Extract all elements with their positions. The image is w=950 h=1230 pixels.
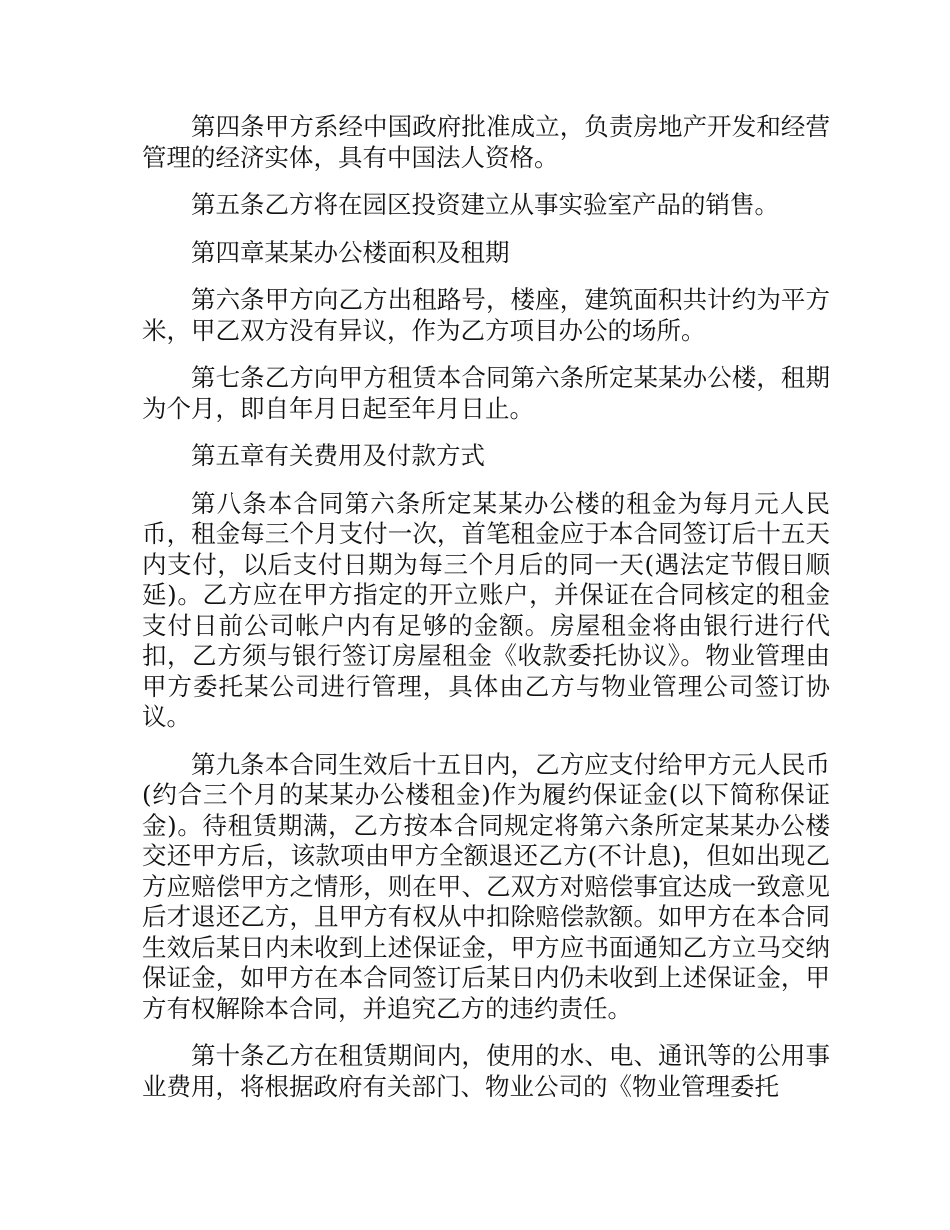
document-page [142, 112, 830, 1119]
article-7-paragraph: 第七条乙方向甲方租赁本合同第六条所定某某办公楼，租期为个月，即自年月日起至年月日止。 [142, 363, 830, 423]
article-4-paragraph: 第四条甲方系经中国政府批准成立，负责房地产开发和经营管理的经济实体，具有中国法人资格。 [142, 112, 830, 172]
article-5-paragraph: 第五条乙方将在园区投资建立从事实验室产品的销售。 [191, 190, 779, 219]
chapter-4-heading: 第四章某某办公楼面积及租期 [191, 237, 510, 267]
article-9-paragraph: 第九条本合同生效后十五日内，乙方应支付给甲方元人民币(约合三个月的某某办公楼租金)作为履约保证金(以下简称保证金)。待租赁期满，乙方按本合同规定将第六条所定某某办公楼交还甲方后，该款项由甲方全额退还乙方(不计息)，但如出现乙方应赔偿甲方之情形，则在甲、乙双方对赔偿事宜达成一致意见后才退还乙方，且甲方有权从中扣除赔偿款额。如甲方在本合同生效后某日内未收到上述保证金，甲方应书面通知乙方立马交纳保证金，如甲方在本合同签订后某日内仍未收到上述保证金，甲方有权解除本合同，并追究乙方的违约责任。 [142, 749, 830, 1023]
article-8-paragraph: 第八条本合同第六条所定某某办公楼的租金为每月元人民币，租金每三个月支付一次，首笔租金应于本合同签订后十五天内支付，以后支付日期为每三个月后的同一天(遇法定节假日顺延)。乙方应在甲方指定的开立账户，并保证在合同核定的租金支付日前公司帐户内有足够的金额。房屋租金将由银行进行代扣，乙方须与银行签订房屋租金《收款委托协议》。物业管理由甲方委托某公司进行管理，具体由乙方与物业管理公司签订协议。 [142, 488, 830, 731]
article-6-paragraph: 第六条甲方向乙方出租路号，楼座，建筑面积共计约为平方米，甲乙双方没有异议，作为乙方项目办公的场所。 [142, 285, 830, 345]
article-10-paragraph: 第十条乙方在租赁期间内，使用的水、电、通讯等的公用事业费用，将根据政府有关部门、物业公司的《物业管理委托 [142, 1041, 830, 1101]
chapter-5-heading: 第五章有关费用及付款方式 [191, 441, 485, 470]
